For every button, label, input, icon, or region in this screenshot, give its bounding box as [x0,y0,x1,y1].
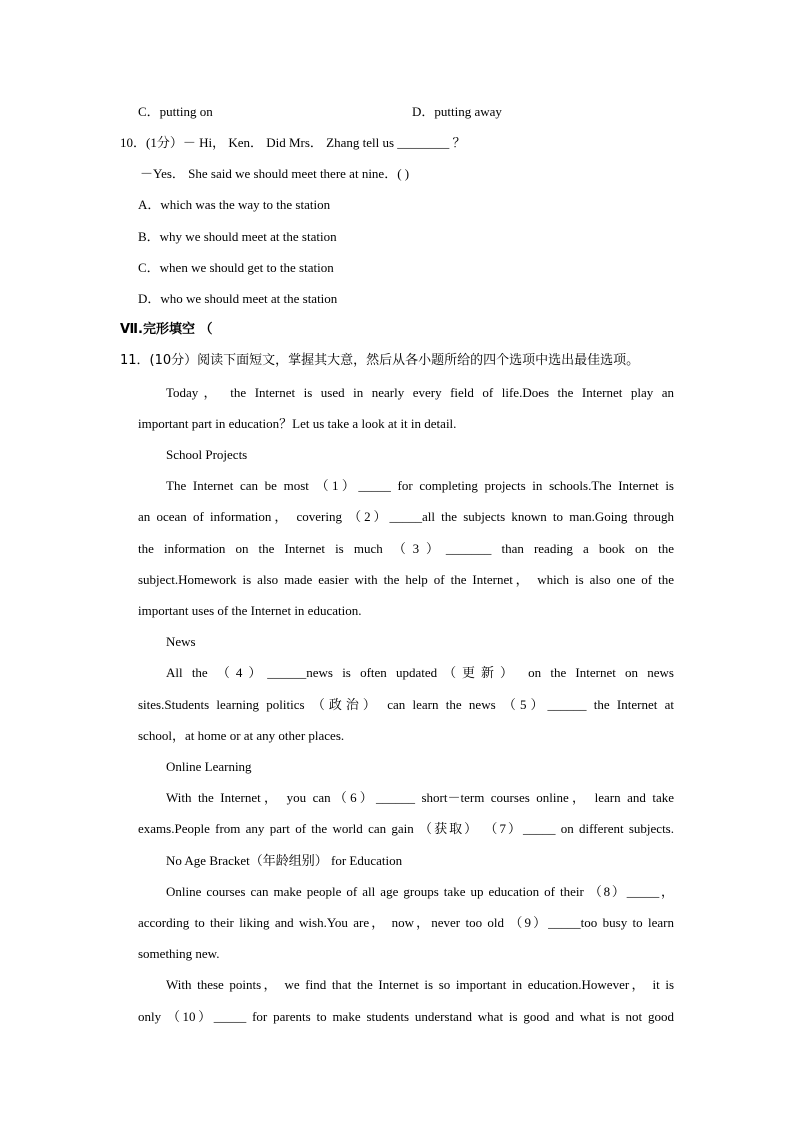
school-line-3: the information on the Internet is much （3）_______ than reading a book on the [138,541,674,556]
online-line-2: exams.People from any part of the world can gain （获取） （7）_____ on different subjects. [138,821,674,836]
heading-no-age-bracket: No Age Bracket（年龄组别） for Education [166,853,403,868]
school-line-1: The Internet can be most （1）_____ for completing projects in schools.The Internet is [166,478,674,493]
q10-reply: －Yes． She said we should meet there at nine．( ) [140,166,410,181]
age-line-1: Online courses can make people of all age groups take up education of their （8）_____， [166,884,674,899]
q9-option-d: D．putting away [412,104,502,119]
age-line-3: something new. [138,946,220,961]
age-line-2: according to their liking and wish.You are， now，never too old （9）_____too busy to learn [138,915,674,930]
news-line-1: All the （4）______news is often updated（更新） on the Internet on news [166,665,674,680]
q11-stem: 11．(10分）阅读下面短文，掌握其大意，然后从各小题所给的四个选项中选出最佳选项。 [120,353,640,368]
school-line-4: subject.Homework is also made easier with the help of the Internet， which is also one of the [138,572,674,587]
news-line-3: school，at home or at any other places. [138,728,345,743]
heading-online-learning: Online Learning [166,759,252,774]
q10-option-d: D．who we should meet at the station [138,291,338,306]
school-line-5: important uses of the Internet in education. [138,603,362,618]
online-line-1: With the Internet， you can（6）______ short－term courses online， learn and take [166,790,674,805]
news-line-2: sites.Students learning politics （政治） can learn the news （5）______ the Internet at [138,697,674,712]
q10-stem: 10．(1分）－ Hi， Ken． Did Mrs． Zhang tell us ________ ？ [120,135,466,150]
q10-option-b: B．why we should meet at the station [138,229,337,244]
conclusion-line-2: only （10）_____ for parents to make students understand what is good and what is not good [138,1009,674,1024]
heading-news: News [166,634,196,649]
q10-option-c: C．when we should get to the station [138,260,334,275]
conclusion-line-1: With these points， we find that the Internet is so important in education.However， it is [166,977,674,992]
school-line-2: an ocean of information， covering （2）_____all the subjects known to man.Going through [138,509,674,524]
section-title: Ⅶ.完形填空 （ [120,322,213,337]
passage-intro-line-1: Today， the Internet is used in nearly every field of life.Does the Internet play an [166,385,674,400]
heading-school-projects: School Projects [166,447,248,462]
passage-intro-line-2: important part in education？Let us take a look at it in detail. [138,416,457,431]
q9-option-c: C．putting on [138,104,213,119]
q10-option-a: A．which was the way to the station [138,197,331,212]
